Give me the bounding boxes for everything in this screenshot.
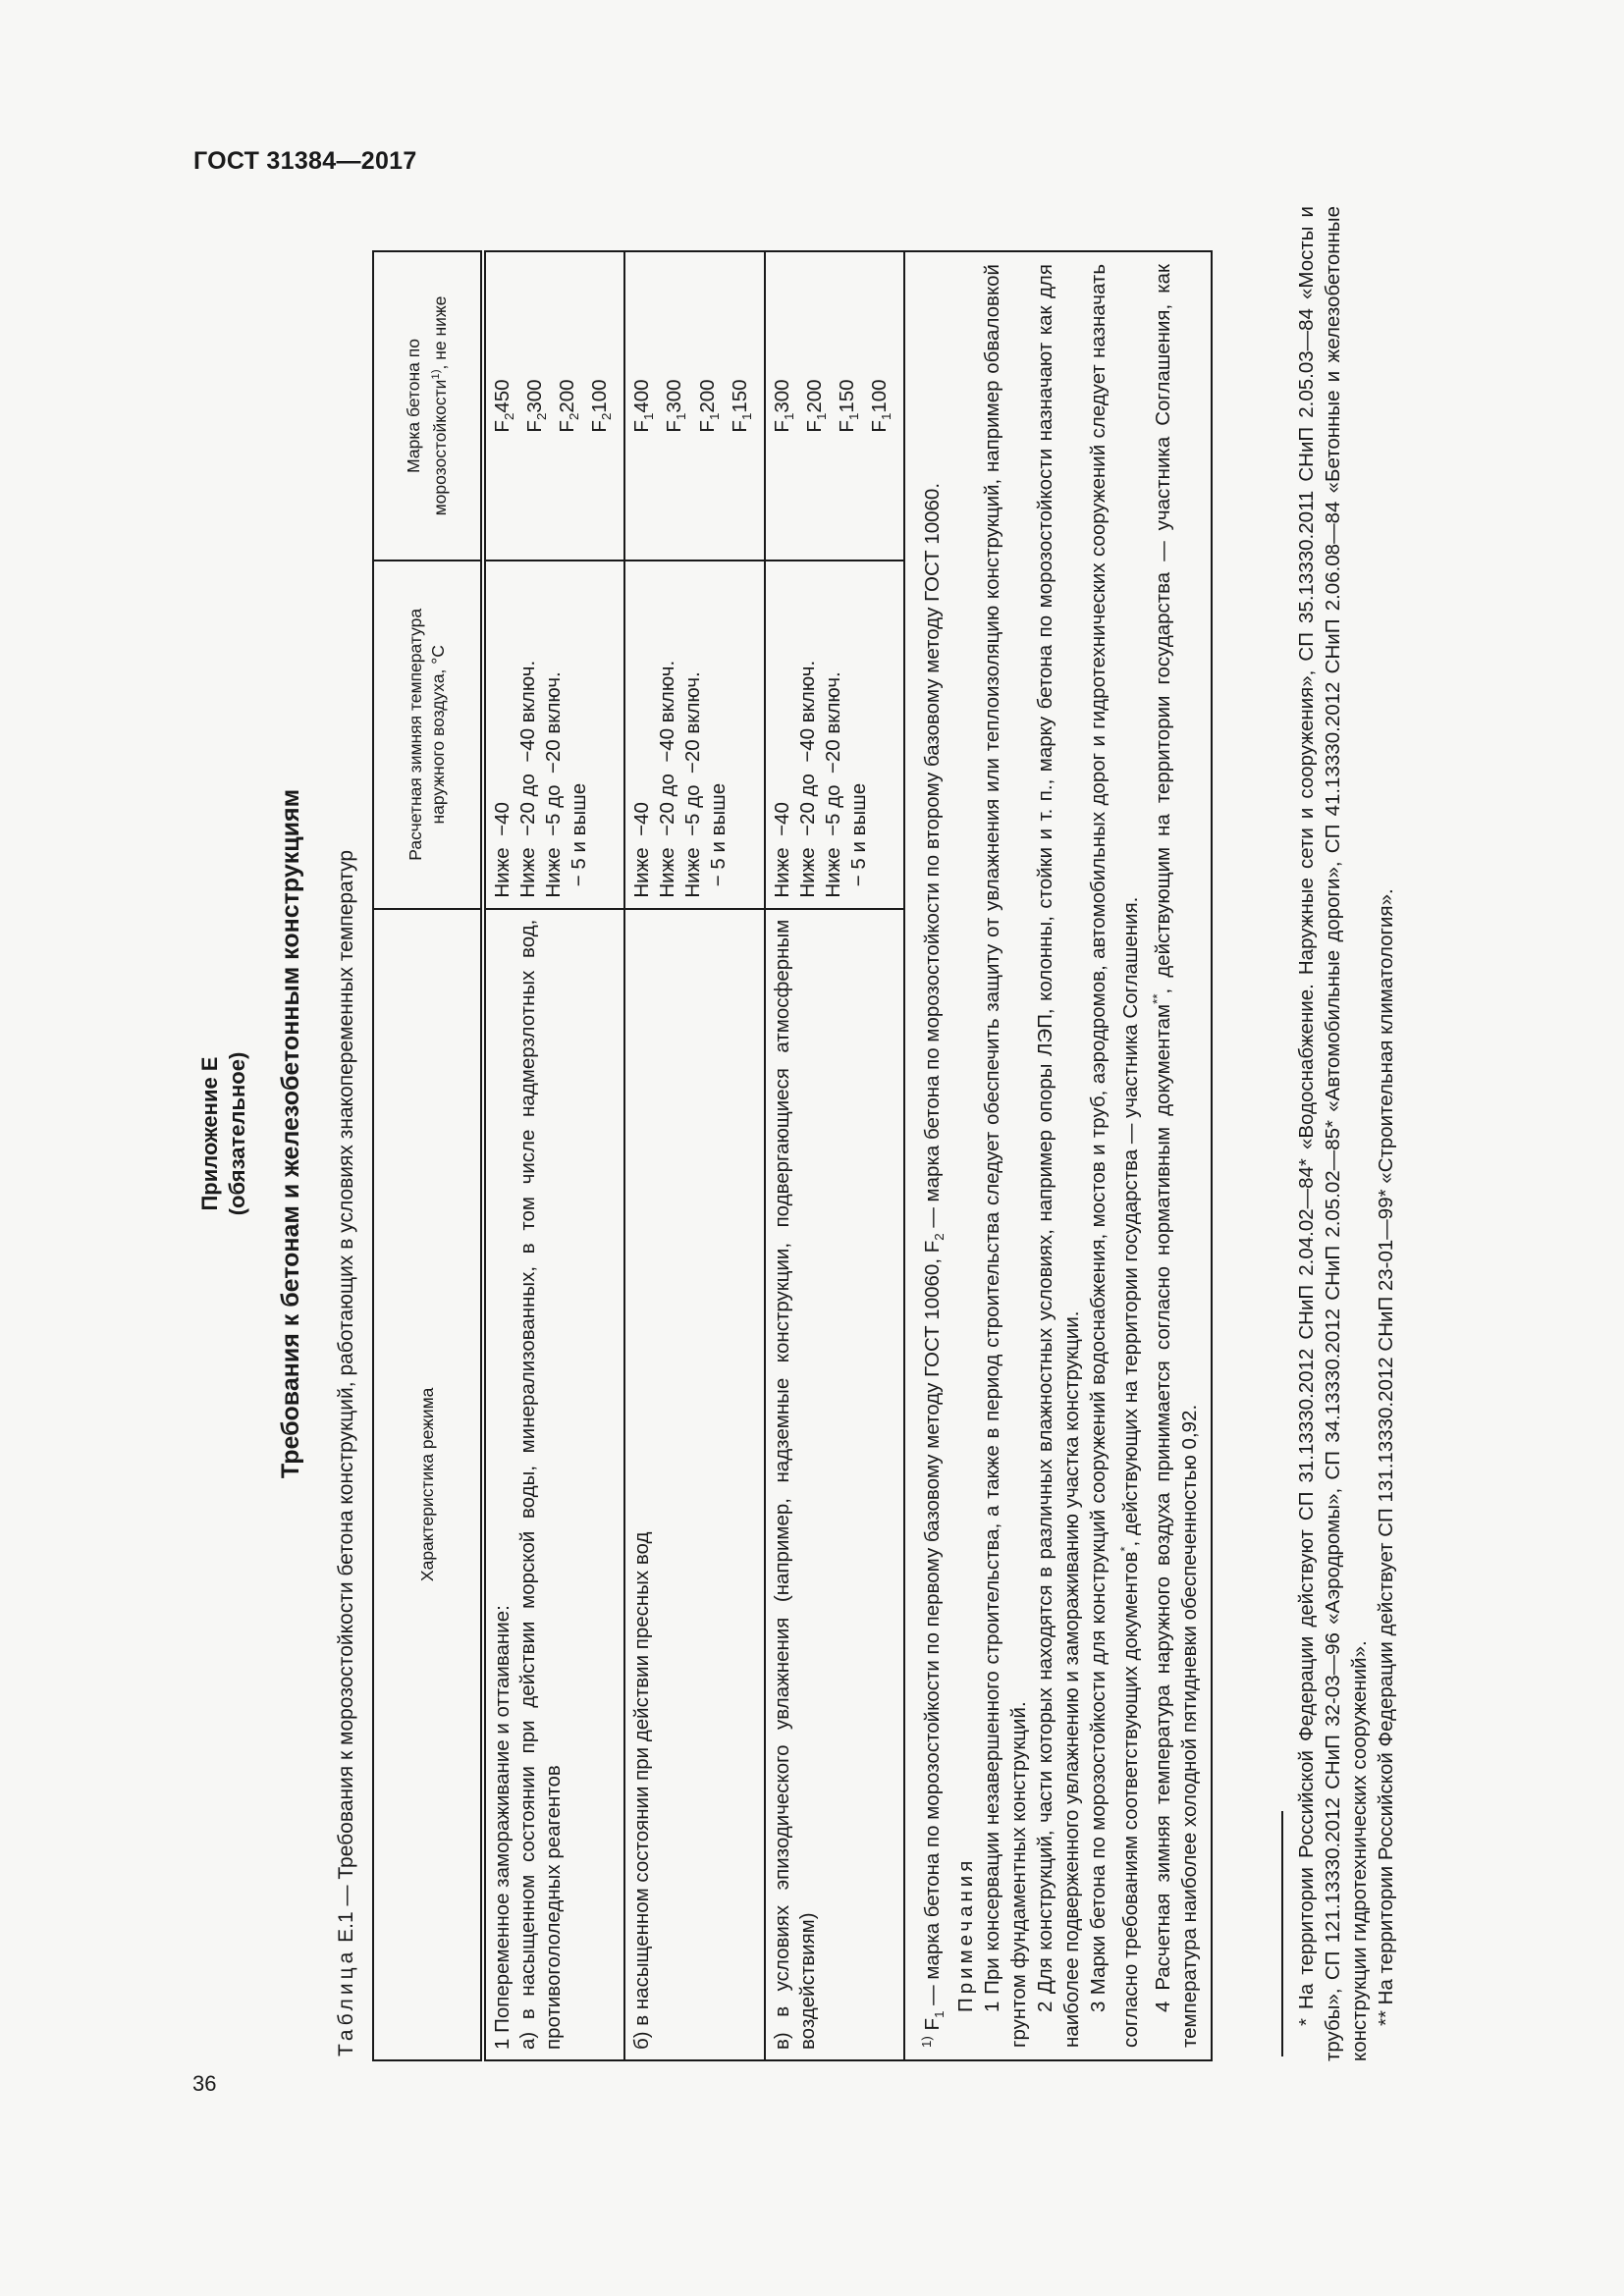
note-3	[1085, 264, 1144, 2048]
grade-prefix: F	[728, 420, 751, 433]
grade-value	[662, 262, 694, 550]
header-grade-suffix: , не ниже	[429, 295, 450, 370]
cell-mode	[765, 909, 904, 2060]
grade-method-subscript: 1	[706, 412, 722, 421]
temperature-line: Ниже −20 до −40 включ.	[795, 660, 819, 898]
note-4-text: 4 Расчетная зимняя температура наружного воздуха принимается согласно нормативным документам	[1151, 1003, 1174, 2012]
header-grade	[373, 251, 483, 561]
f1-subscript: 1	[932, 2010, 947, 2018]
grade-prefix: F	[663, 420, 686, 433]
grade-prefix: F	[523, 420, 547, 433]
grade-prefix: F	[695, 420, 719, 433]
grade-prefix: F	[630, 420, 654, 433]
note-4-stars: **	[1149, 993, 1164, 1004]
grade-method-subscript: 1	[846, 412, 862, 421]
grade-number: 200	[695, 379, 719, 413]
table-row	[624, 251, 764, 2060]
footnote-double-star: ** На территории Российской Федерации действует СП 131.13330.2012 СНиП 23-01—99* «Строительная климатология».	[1374, 888, 1397, 2026]
grade-number: 200	[556, 379, 579, 413]
grade-number: 450	[491, 379, 514, 413]
header-grade-text: Марка бетона по морозостойкости	[404, 339, 450, 516]
cell-mode	[624, 909, 764, 2060]
grade-number: 150	[728, 379, 751, 413]
mode-line: б) в насыщенном состоянии при действии пресных вод	[630, 1531, 654, 2050]
grade-value	[629, 262, 662, 550]
grade-method-subscript: 1	[781, 412, 796, 421]
grade-value	[555, 262, 587, 550]
grade-method-subscript: 1	[879, 412, 894, 421]
grade-method-subscript: 1	[738, 412, 754, 421]
mode-line: а) в насыщенном состоянии при действии морской воды, минерализованных, в том числе надмерзлотных вод, противогололедных реагентов	[516, 919, 565, 2050]
table-footnote	[913, 264, 952, 2048]
footnote-text-1: — марка бетона по морозостойкости по первому базовому методу ГОСТ 10060,	[920, 1253, 944, 2011]
mode-line: в) в условиях эпизодического увлажнения (например, надземные конструкции, подвергающиеся атмосферным воздействиям)	[770, 919, 819, 2050]
grade-method-subscript: 1	[641, 412, 657, 421]
mode-line: 1 Попеременное замораживание и оттаивание:	[491, 1605, 514, 2050]
grade-value	[867, 262, 899, 550]
appendix-heading	[196, 206, 251, 2061]
temperature-line: Ниже −40	[491, 802, 514, 898]
temperature-line: − 5 и выше	[846, 782, 870, 898]
header-grade-footnote-mark: 1)	[430, 369, 443, 380]
cell-temperature	[483, 561, 624, 909]
grade-value	[770, 262, 802, 550]
page-number: 36	[192, 2071, 217, 2096]
temperature-line: − 5 и выше	[568, 782, 590, 898]
grade-number: 300	[523, 379, 547, 413]
grade-number: 100	[868, 379, 892, 413]
note-3-star: *	[1117, 1546, 1133, 1552]
grade-value	[522, 262, 555, 550]
table-caption-text: Е.1 — Требования к морозостойкости бетона конструкций, работающих в условиях знакопеременных температур	[335, 849, 357, 1949]
document-header: ГОСТ 31384—2017	[193, 147, 417, 175]
grade-number: 300	[663, 379, 686, 413]
note-4-text-end: , действующим на территории государства — участника Соглашения, как температура наиболее холодной пятидневки обеспеченностью 0,92.	[1151, 263, 1201, 2048]
grade-value	[695, 262, 728, 550]
table-caption	[335, 206, 358, 2056]
temperature-line: Ниже −40	[770, 802, 793, 898]
grade-value	[490, 262, 522, 550]
frost-resistance-table	[372, 250, 1213, 2061]
grade-number: 150	[835, 379, 858, 413]
cell-mode	[483, 909, 624, 2060]
table-notes-cell	[904, 251, 1212, 2060]
table-body	[483, 251, 904, 2060]
f2-subscript: 2	[932, 1233, 947, 1241]
grade-method-subscript: 1	[674, 412, 689, 421]
page-footnotes	[1293, 206, 1399, 2061]
note-3-text: 3 Марки бетона по морозостойкости для конструкций сооружений водоснабжения, мостов и труб, аэродромов, автомобильных дорог и гидротехнических сооружений следует назначать согласно требованиям соответствующих документов	[1087, 264, 1142, 2048]
grade-value	[587, 262, 620, 550]
table-header-row	[373, 251, 483, 2060]
cell-temperature	[624, 561, 764, 909]
grade-method-subscript: 2	[502, 412, 517, 421]
temperature-line: Ниже −40	[630, 802, 654, 898]
notes-heading: Примечания	[954, 1856, 978, 2012]
temperature-line: Ниже −5 до −20 включ.	[542, 671, 565, 898]
cell-grade	[624, 251, 764, 561]
cell-temperature	[765, 561, 904, 909]
table-row	[483, 251, 624, 2060]
grade-prefix: F	[835, 420, 858, 433]
grade-prefix: F	[770, 420, 793, 433]
grade-number: 300	[770, 379, 793, 413]
grade-method-subscript: 2	[599, 412, 615, 421]
header-temperature: Расчетная зимняя температура наружного воздуха, °С	[373, 561, 483, 909]
note-2: 2 Для конструкций, части которых находятся в различных влажностных условиях, например опоры ЛЭП, колонны, стойки и т. п., марку бетона по морозостойкости назначают как для наиболее подверженного увлажнению и замораживанию участка конструкции.	[1034, 264, 1084, 2048]
note-1: 1 При консервации незавершенного строительства, а также в период строительства следует обеспечить защиту от увлажнения или теплоизоляцию конструкций, например обваловкой грунтом фундаментных конструкций.	[981, 264, 1031, 2048]
cell-grade	[483, 251, 624, 561]
temperature-line: Ниже −20 до −40 включ.	[516, 660, 539, 898]
footnote-mark: 1)	[919, 2036, 935, 2048]
table-caption-label: Таблица	[335, 1948, 357, 2056]
footnote-star: * На территории Российской Федерации действуют СП 31.13330.2012 СНиП 2.04.02—84* «Водоснабжение. Наружные сети и сооружения», СП 35.13330.2011 СНиП 2.05.03—84 «Мосты и трубы», СП 121.13330.2012 СНиП 32-03—96 «Аэродромы», СП 34.13330.2012 СНиП 2.05.02—85* «Автомобильные дороги», СП 41.13330.2012 СНиП 2.06.08—84 «Бетонные и железобетонные конструкции гидротехнических сооружений».	[1294, 206, 1371, 2061]
table-row	[765, 251, 904, 2060]
temperature-line: Ниже −20 до −40 включ.	[656, 660, 679, 898]
temperature-line: − 5 и выше	[707, 782, 731, 898]
note-3-text-end: , действующих на территории государства — участника Соглашения.	[1118, 896, 1142, 1547]
table-notes-row	[904, 251, 1212, 2060]
grade-method-subscript: 1	[813, 412, 829, 421]
grade-method-subscript: 2	[567, 412, 582, 421]
rotated-page-content	[196, 206, 1473, 2061]
grade-value	[728, 262, 760, 550]
appendix-status: (обязательное)	[225, 1051, 249, 1216]
grade-prefix: F	[588, 420, 612, 433]
grade-prefix: F	[802, 420, 826, 433]
note-4	[1144, 264, 1203, 2048]
grade-prefix: F	[556, 420, 579, 433]
f1-symbol: F	[920, 2017, 944, 2031]
appendix-title: Требования к бетонам и железобетонным конструкциям	[277, 788, 304, 1479]
temperature-line: Ниже −5 до −20 включ.	[681, 671, 705, 898]
footnote-text-2: — марка бетона по морозостойкости по второму базовому методу ГОСТ 10060.	[920, 482, 944, 1234]
grade-number: 100	[588, 379, 612, 413]
grade-number: 200	[802, 379, 826, 413]
header-mode: Характеристика режима	[373, 909, 483, 2060]
f2-symbol: F	[920, 1240, 944, 1254]
footnote-separator	[1281, 1811, 1283, 2056]
grade-value	[802, 262, 835, 550]
cell-grade	[765, 251, 904, 561]
grade-prefix: F	[868, 420, 892, 433]
grade-value	[835, 262, 867, 550]
grade-number: 400	[630, 379, 654, 413]
grade-prefix: F	[491, 420, 514, 433]
appendix-label: Приложение Е	[197, 1056, 222, 1211]
temperature-line: Ниже −5 до −20 включ.	[821, 671, 844, 898]
grade-method-subscript: 2	[534, 412, 550, 421]
